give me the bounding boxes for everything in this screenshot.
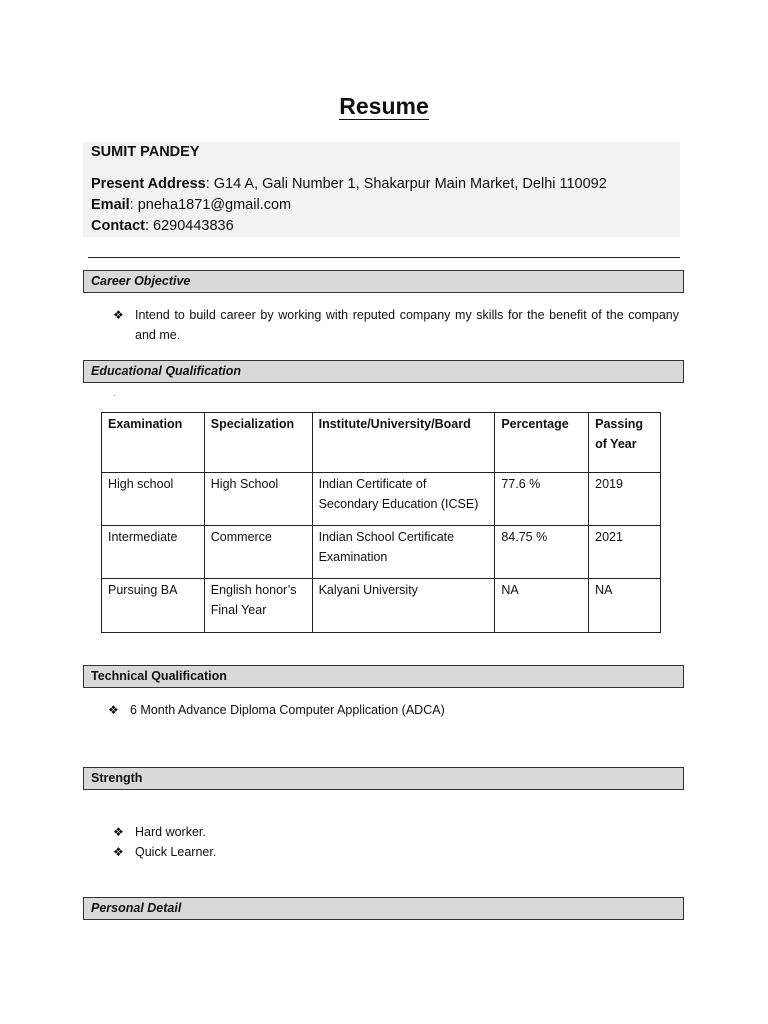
section-strength: Strength: [83, 767, 684, 790]
table-cell: Indian School Certificate Examination: [312, 526, 495, 579]
divider: [88, 257, 680, 258]
section-personal-detail: Personal Detail: [83, 897, 684, 920]
objective-text: Intend to build career by working with reputed company my skills for the benefit of the company and me.: [135, 308, 679, 342]
address-value: : G14 A, Gali Number 1, Shakarpur Main Market, Delhi 110092: [205, 176, 607, 192]
email-label: Email: [91, 197, 130, 213]
bullet-icon: ❖: [113, 845, 124, 859]
bullet-icon: ❖: [113, 308, 124, 322]
table-cell: Indian Certificate of Secondary Education (ICSE): [312, 473, 495, 526]
header-institute: Institute/University/Board: [312, 413, 495, 473]
address-line: [91, 176, 607, 192]
candidate-name: SUMIT PANDEY: [91, 144, 200, 160]
table-cell: 2021: [589, 526, 661, 579]
section-career-objective: Career Objective: [83, 270, 684, 293]
email-line: [91, 197, 291, 213]
contact-label: Contact: [91, 218, 145, 234]
table-header-row: [102, 413, 661, 473]
table-cell: Commerce: [204, 526, 312, 579]
bullet-icon: ❖: [113, 825, 124, 839]
table-cell: Kalyani University: [312, 579, 495, 633]
education-table: [101, 412, 661, 633]
table-cell: 2019: [589, 473, 661, 526]
list-item: [113, 822, 216, 842]
table-cell: 84.75 %: [495, 526, 589, 579]
resume-title: [0, 93, 768, 120]
section-technical-qualification: Technical Qualification: [83, 665, 684, 688]
stray-mark: .: [113, 388, 116, 399]
email-value: : pneha1871@gmail.com: [129, 197, 292, 213]
strength-list: [113, 822, 216, 862]
table-row: [102, 526, 661, 579]
section-educational-qualification: Educational Qualification: [83, 360, 684, 383]
technical-item: [108, 700, 445, 720]
table-cell: English honor’s Final Year: [204, 579, 312, 633]
resume-title-text: Resume: [339, 93, 429, 119]
contact-value: : 6290443836: [144, 218, 234, 234]
header-passing-year: Passing of Year: [589, 413, 661, 473]
table-cell: Intermediate: [102, 526, 205, 579]
strength-text: Quick Learner.: [135, 845, 217, 859]
table-cell: NA: [589, 579, 661, 633]
contact-box: [83, 142, 680, 237]
table-cell: NA: [495, 579, 589, 633]
contact-line: [91, 218, 234, 234]
technical-text: 6 Month Advance Diploma Computer Application (ADCA): [130, 703, 445, 717]
header-percentage: Percentage: [495, 413, 589, 473]
table-row: [102, 473, 661, 526]
objective-item: [113, 305, 679, 345]
table-cell: High school: [102, 473, 205, 526]
table-cell: 77.6 %: [495, 473, 589, 526]
header-specialization: Specialization: [204, 413, 312, 473]
header-examination: Examination: [102, 413, 205, 473]
table-cell: High School: [204, 473, 312, 526]
table-row: [102, 579, 661, 633]
bullet-icon: ❖: [108, 703, 119, 717]
address-label: Present Address: [91, 176, 206, 192]
list-item: [113, 842, 216, 862]
strength-text: Hard worker.: [135, 825, 206, 839]
table-cell: Pursuing BA: [102, 579, 205, 633]
